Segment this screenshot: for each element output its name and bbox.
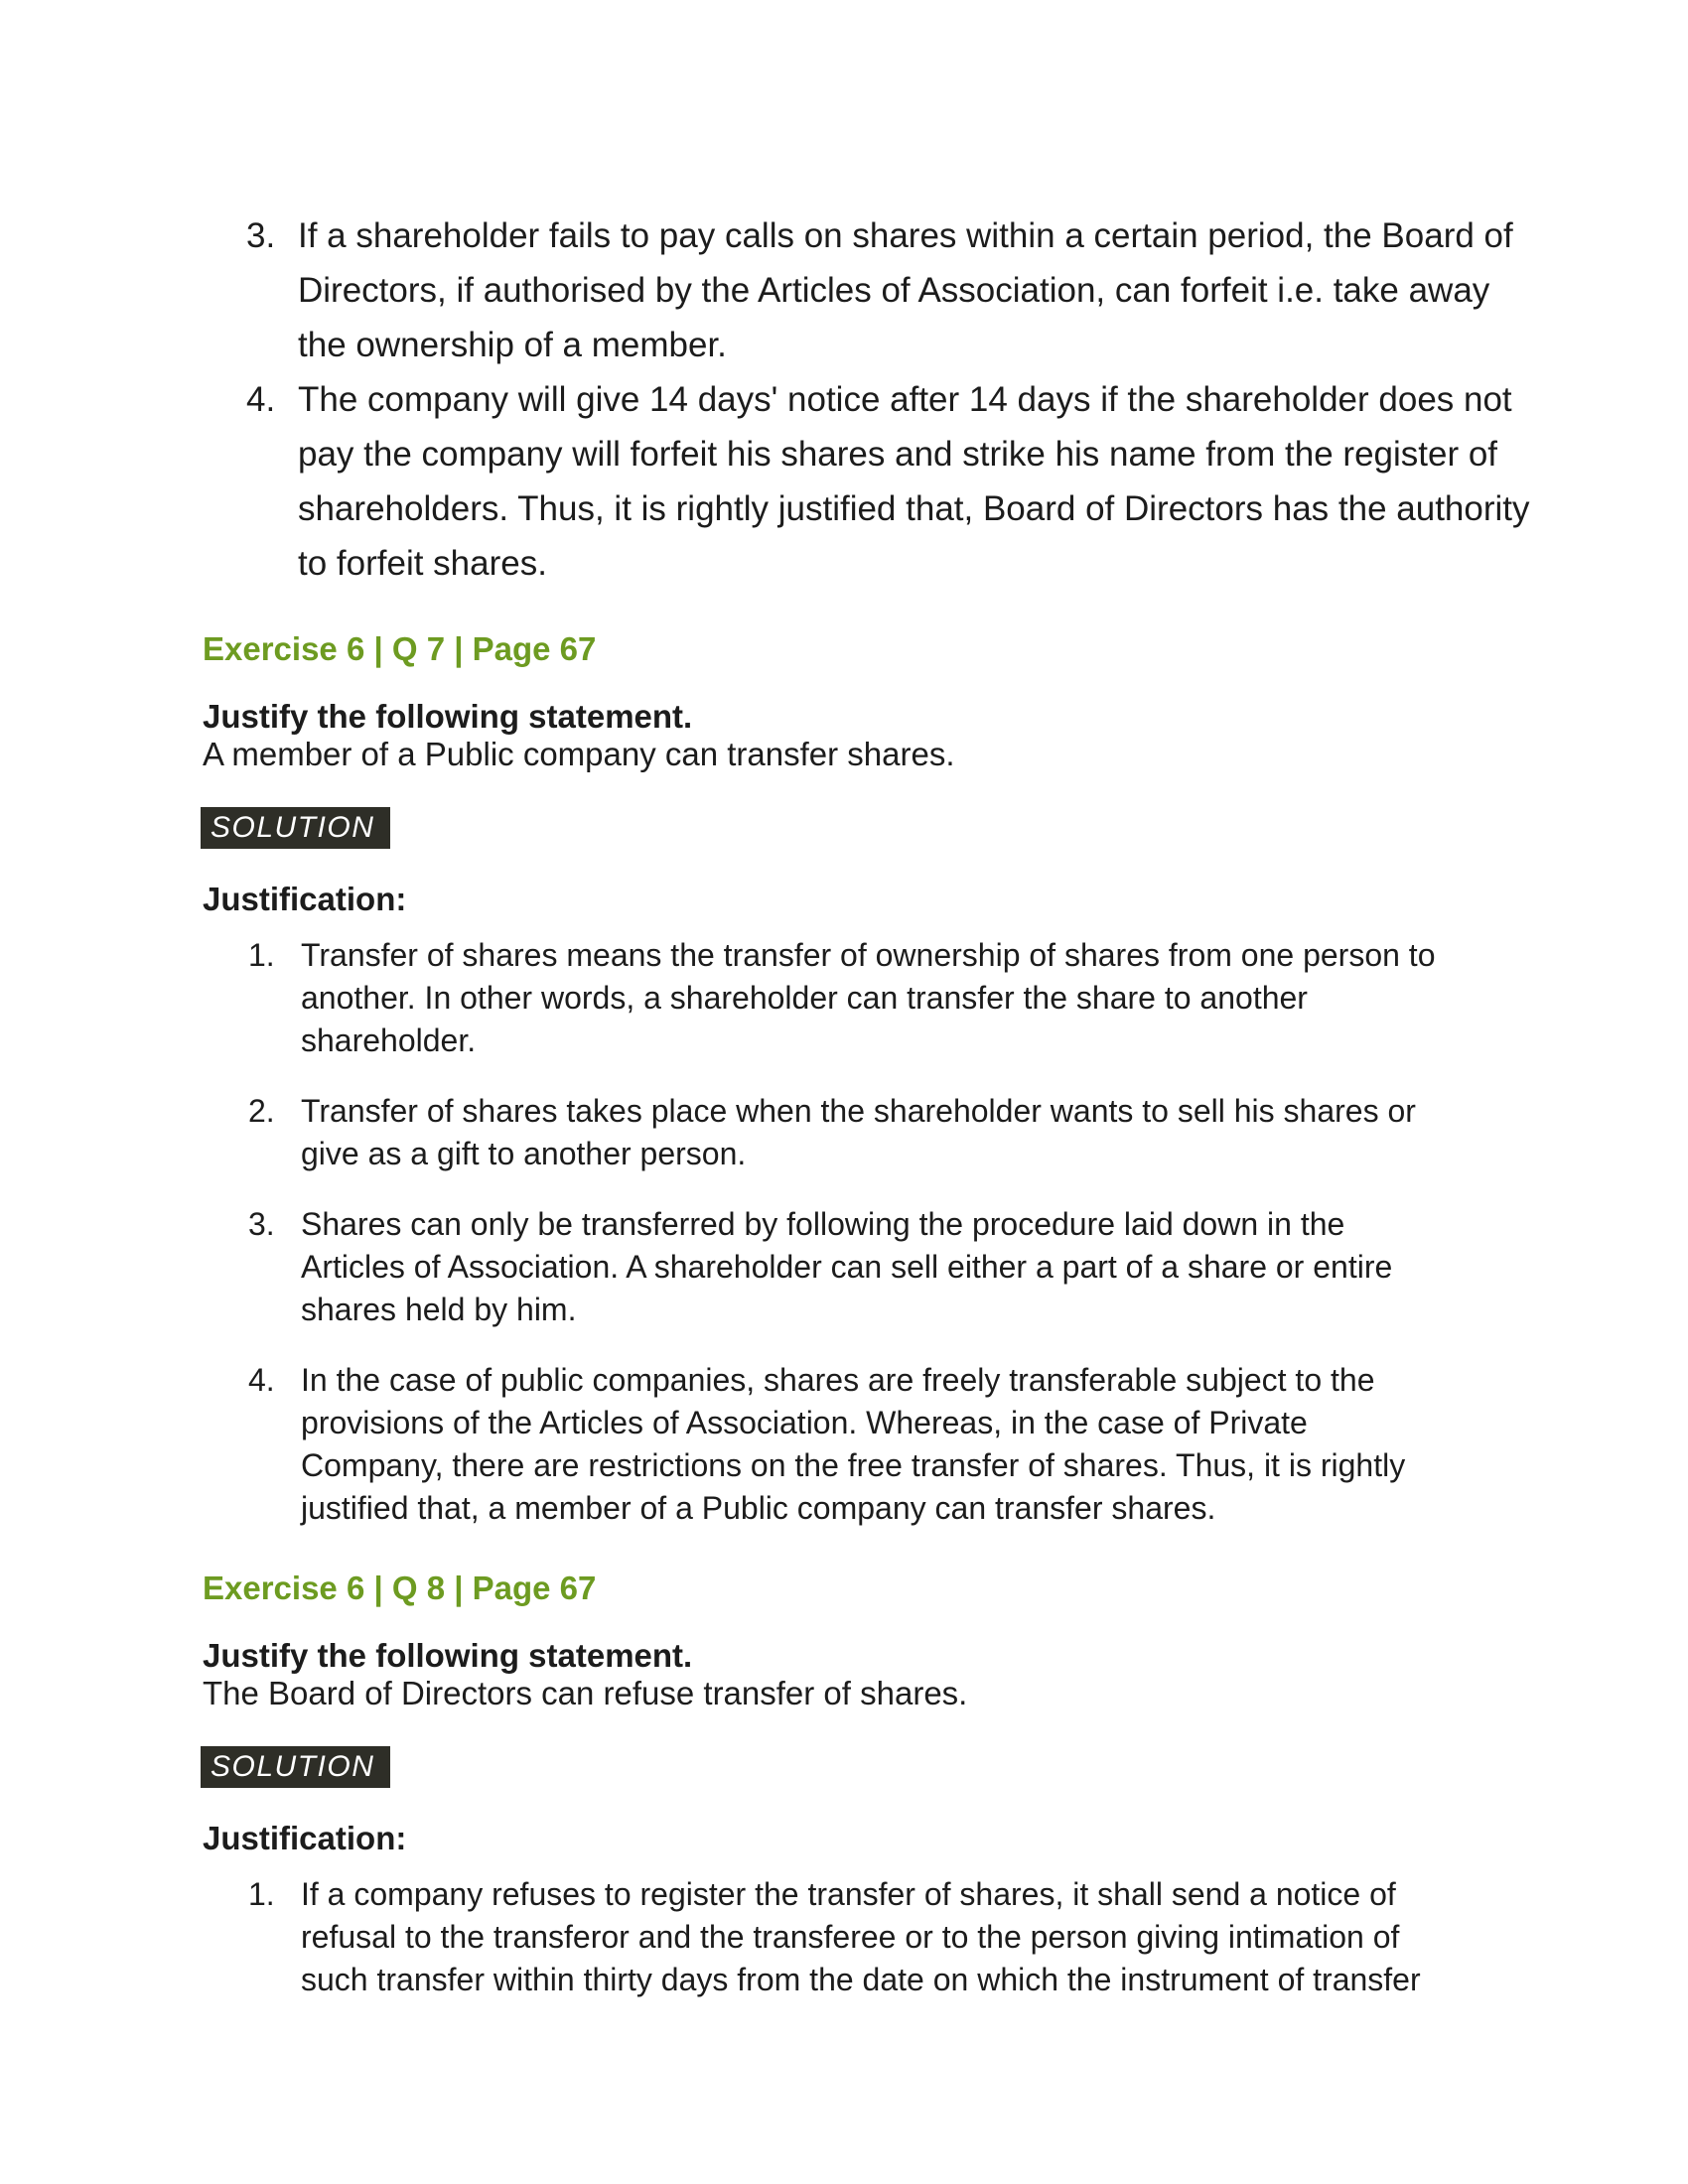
list-item-text: Transfer of shares means the transfer of ownership of shares from one person to another. In other words, a shareholder can transfer the share to another shareholder. bbox=[301, 937, 1436, 1058]
list-item bbox=[246, 208, 1648, 372]
list-item bbox=[248, 1090, 1648, 1175]
list-item bbox=[246, 372, 1648, 591]
list-item-text: In the case of public companies, shares are freely transferable subject to the provisions of the Articles of Association. Whereas, in the case of Private Company, there are restrictions on the free transfer of shares. Thus, it is rightly justified that, a member of a Public company can transfer shares. bbox=[301, 1362, 1406, 1526]
question-text: The Board of Directors can refuse transfer of shares. bbox=[203, 1675, 968, 1711]
exercise-section-q8 bbox=[201, 1570, 1648, 2001]
list-item bbox=[248, 1359, 1648, 1530]
list-item-number: 3. bbox=[246, 216, 276, 255]
question-label: Justify the following statement. bbox=[203, 698, 693, 735]
list-item-number: 1. bbox=[248, 937, 275, 973]
justification-list bbox=[248, 934, 1648, 1530]
list-item bbox=[248, 1203, 1648, 1331]
list-item-text: The company will give 14 days' notice after 14 days if the shareholder does not pay the company will forfeit his shares and strike his name from the register of shareholders. Thus, it is rightly justified that, Board of Directors has the authority to forfeit shares. bbox=[298, 380, 1530, 583]
solution-badge-row bbox=[201, 1746, 1648, 1788]
justification-heading: Justification: bbox=[203, 881, 407, 917]
solution-badge: SOLUTION bbox=[201, 1746, 390, 1788]
list-item-number: 2. bbox=[248, 1093, 275, 1129]
justification-heading: Justification: bbox=[203, 1820, 407, 1856]
list-item bbox=[248, 1873, 1648, 2001]
question-text: A member of a Public company can transfer shares. bbox=[203, 736, 955, 772]
justification-list bbox=[248, 1873, 1648, 2001]
exercise-heading-link[interactable]: Exercise 6 | Q 8 | Page 67 bbox=[203, 1570, 597, 1606]
list-item-text: Transfer of shares takes place when the shareholder wants to sell his shares or give as a gift to another person. bbox=[301, 1093, 1416, 1171]
list-item-text: If a shareholder fails to pay calls on shares within a certain period, the Board of Directors, if authorised by the Articles of Association, can forfeit i.e. take away the ownership of a member. bbox=[298, 216, 1513, 364]
solution-badge: SOLUTION bbox=[201, 807, 390, 849]
list-item-number: 4. bbox=[248, 1362, 275, 1398]
list-item bbox=[248, 934, 1648, 1062]
list-item-number: 3. bbox=[248, 1206, 275, 1242]
intro-numbered-list bbox=[246, 208, 1648, 591]
list-item-text: Shares can only be transferred by following the procedure laid down in the Articles of Association. A shareholder can sell either a part of a share or entire shares held by him. bbox=[301, 1206, 1393, 1327]
list-item-number: 1. bbox=[248, 1876, 275, 1912]
question-label: Justify the following statement. bbox=[203, 1637, 693, 1674]
list-item-text: If a company refuses to register the transfer of shares, it shall send a notice of refusal to the transferor and the transferee or to the person giving intimation of such transfer within thirty days from the date on which the instrument of transfer bbox=[301, 1876, 1421, 1997]
exercise-heading-link[interactable]: Exercise 6 | Q 7 | Page 67 bbox=[203, 630, 597, 667]
solution-badge-row bbox=[201, 807, 1648, 849]
exercise-section-q7 bbox=[201, 630, 1648, 1530]
list-item-number: 4. bbox=[246, 380, 276, 419]
